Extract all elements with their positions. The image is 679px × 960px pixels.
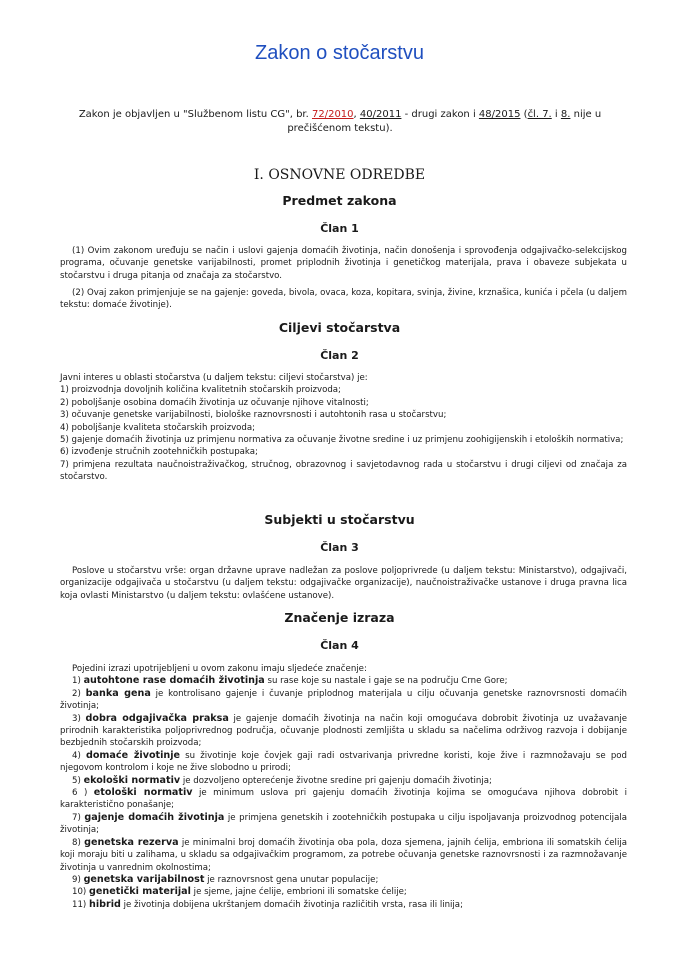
definition-text: je gajenje domaćih životinja na način koji omogućava dobrobit životinja uz uvažavanje prirodnih karakteristika poljoprivrednog područja, očuvanje plodnosti zemljišta u skladu sa načelima održivog razvoja i dobijanje bezbjednih stočarskih proizvoda; xyxy=(60,713,628,749)
definition-term: banka gena xyxy=(85,687,151,699)
article-4-definitions xyxy=(60,663,627,911)
article-heading-4: Član 4 xyxy=(320,639,359,652)
definition-text: je životinja dobijena ukrštanjem domaćih životinja različitih vrsta, rasa ili linija; xyxy=(120,899,463,910)
definition-item xyxy=(60,750,627,775)
definition-number: 10) xyxy=(72,887,90,898)
definition-term: ekološki normativ xyxy=(83,774,181,786)
article-heading-1: Član 1 xyxy=(320,222,359,235)
definition-item xyxy=(60,837,627,874)
definition-item xyxy=(60,713,627,750)
definition-number: 5) xyxy=(72,775,84,786)
section-heading-znacenje: Značenje izraza xyxy=(284,610,395,625)
definition-number: 9) xyxy=(72,874,84,885)
definition-number: 4) xyxy=(72,750,86,761)
definition-term: dobra odgajivačka praksa xyxy=(85,712,229,724)
publication-suffix: nije u prečišćenom tekstu). xyxy=(287,109,602,134)
definition-number: 8) xyxy=(72,837,85,848)
definition-text: je minimalni broj domaćih životinja oba pola, doza sjemena, jajnih ćelija, embriona ili somatskih ćelija koji moraju biti u zalihama, u skladu sa odgajivačkim programom, za potrebe očuvanja genetske raznovrsnosti i za razmnožavanje životinja u vanrednim okolnostima; xyxy=(60,837,627,873)
article-1-paragraph-2: (2) Ovaj zakon primjenjuje se na gajenje: goveda, bivola, ovaca, koza, kopitara, svinja, živine, krznašica, kunića i pčela (u daljem tekstu: domaće životinje). xyxy=(60,288,627,311)
list-item: 5) gajenje domaćih životinja uz primjenu normativa za očuvanje životne sredine i uz primjenu zoohigijenskih i etoloških normativa; xyxy=(60,435,624,446)
article-1-paragraph-1: (1) Ovim zakonom uređuju se način i uslovi gajenja domaćih životinja, način donošenja i sprovođenja odgajivačko-selekcijskog programa, očuvanje genetske varijabilnosti, promet priplodnih životinja i genetičkog materijala, prava i obaveze subjekata u stočarstvu i druga pitanja od značaja za stočarstvo. xyxy=(60,246,627,281)
definition-text: je dozvoljeno opterećenje životne sredine pri gajenju domaćih životinja; xyxy=(180,775,492,786)
definition-term: genetska rezerva xyxy=(84,836,179,848)
definition-term: genetska varijabilnost xyxy=(83,873,205,885)
list-item: 2) poboljšanje osobina domaćih životinja uz očuvanje njihove vitalnosti; xyxy=(60,397,369,408)
list-item: 4) poboljšanje kvaliteta stočarskih proizvoda; xyxy=(60,422,256,433)
publication-and: i xyxy=(551,109,561,120)
definition-number: 6 ) xyxy=(72,788,94,799)
definition-term: gajenje domaćih životinja xyxy=(84,811,225,823)
gazette-link-72-2010[interactable]: 72/2010 xyxy=(311,109,354,120)
list-item: 7) primjena rezultata naučnoistraživačkog, stručnog, obrazovnog i savjetodavnog rada u stočarstvu i drugi ciljevi od značaja za stočarstvo. xyxy=(60,459,627,483)
gazette-link-40-2011[interactable]: 40/2011 xyxy=(359,109,402,120)
publication-note xyxy=(78,108,602,136)
definition-number: 2) xyxy=(72,688,86,699)
definition-item xyxy=(60,787,627,812)
definition-item xyxy=(60,675,627,687)
definition-number: 11) xyxy=(72,899,90,910)
definition-item xyxy=(60,688,627,713)
article-2-list xyxy=(60,372,627,484)
publication-open-paren: ( xyxy=(520,109,528,120)
definition-text: je sjeme, jajne ćelije, embrioni ili somatske ćelije; xyxy=(190,887,407,898)
article-heading-2: Član 2 xyxy=(320,349,359,362)
definition-term: hibrid xyxy=(89,898,121,910)
definition-item xyxy=(60,899,627,911)
section-heading-subjekti: Subjekti u stočarstvu xyxy=(264,512,415,527)
document-title: Zakon o stočarstvu xyxy=(255,42,424,64)
definition-item xyxy=(60,874,627,886)
definition-item xyxy=(60,812,627,837)
definition-number: 7) xyxy=(72,812,85,823)
definition-number: 1) xyxy=(72,676,84,687)
definition-text: je raznovrsnost gena unutar populacije; xyxy=(204,874,379,885)
definition-text: su rase koje su nastale i gaje se na području Crne Gore; xyxy=(264,676,508,687)
definition-term: autohtone rase domaćih životinja xyxy=(83,675,265,687)
publication-middle: - drugi zakon i xyxy=(401,109,479,120)
definition-number: 3) xyxy=(72,713,86,724)
article-2-intro: Javni interes u oblasti stočarstva (u daljem tekstu: ciljevi stočarstva) je: xyxy=(60,373,368,383)
section-heading-ciljevi: Ciljevi stočarstva xyxy=(278,320,401,335)
definition-text: je primjena genetskih i zootehničkih postupaka u cilju ispoljavanja proizvodnog potencijala životinja; xyxy=(60,812,627,836)
publication-prefix: Zakon je objavljen u "Službenom listu CG", br. xyxy=(78,109,312,120)
gazette-link-48-2015[interactable]: 48/2015 xyxy=(478,109,521,120)
article-link-7[interactable]: čl. 7. xyxy=(527,109,552,120)
list-item: 3) očuvanje genetske varijabilnosti, biološke raznovrsnosti i autohtonih rasa u stočarstvu; xyxy=(60,410,447,421)
section-heading-predmet: Predmet zakona xyxy=(282,193,397,208)
definition-term: domaće životinje xyxy=(85,749,181,761)
article-link-8[interactable]: 8. xyxy=(560,109,571,120)
article-heading-3: Član 3 xyxy=(320,541,359,554)
publication-separator: , xyxy=(353,109,360,120)
article-4-intro: Pojedini izrazi upotrijebljeni u ovom zakonu imaju sljedeće značenje: xyxy=(72,664,367,674)
article-3-paragraph: Poslove u stočarstvu vrše: organ državne uprave nadležan za poslove poljoprivrede (u daljem tekstu: Ministarstvo), odgajivači, organizacije odgajivača u stočarstvu (u daljem tekstu: odgajivačke organizacije), naučnoistraživačke ustanove i druga pravna lica koja ovlasti Ministarstvo (u daljem tekstu: ovlašćene ustanove). xyxy=(60,566,627,601)
list-item: 6) izvođenje stručnih zootehničkih postupaka; xyxy=(60,447,258,458)
definition-text: je kontrolisano gajenje i čuvanje priplodnog materijala u cilju očuvanja genetske raznovrsnosti domaćih životinja; xyxy=(60,688,627,712)
list-item: 1) proizvodnja dovoljnih količina kvalitetnih stočarskih proizvoda; xyxy=(60,385,341,396)
chapter-heading: I. OSNOVNE ODREDBE xyxy=(253,167,426,183)
definition-item xyxy=(60,775,627,787)
definition-text: su životinje koje čovjek gaji radi ostvarivanja privredne koristi, koje žive i razmnožavaju se pod njegovom kontrolom i koje ne žive slobodno u prirodi; xyxy=(60,750,627,774)
definition-text: je minimum uslova pri gajenju domaćih životinja kojima se omogućava njihova dobrobit i karakteristično ponašanje; xyxy=(60,788,627,811)
definition-item xyxy=(60,886,627,898)
definition-term: genetički materijal xyxy=(89,886,191,898)
definition-term: etološki normativ xyxy=(93,787,193,799)
